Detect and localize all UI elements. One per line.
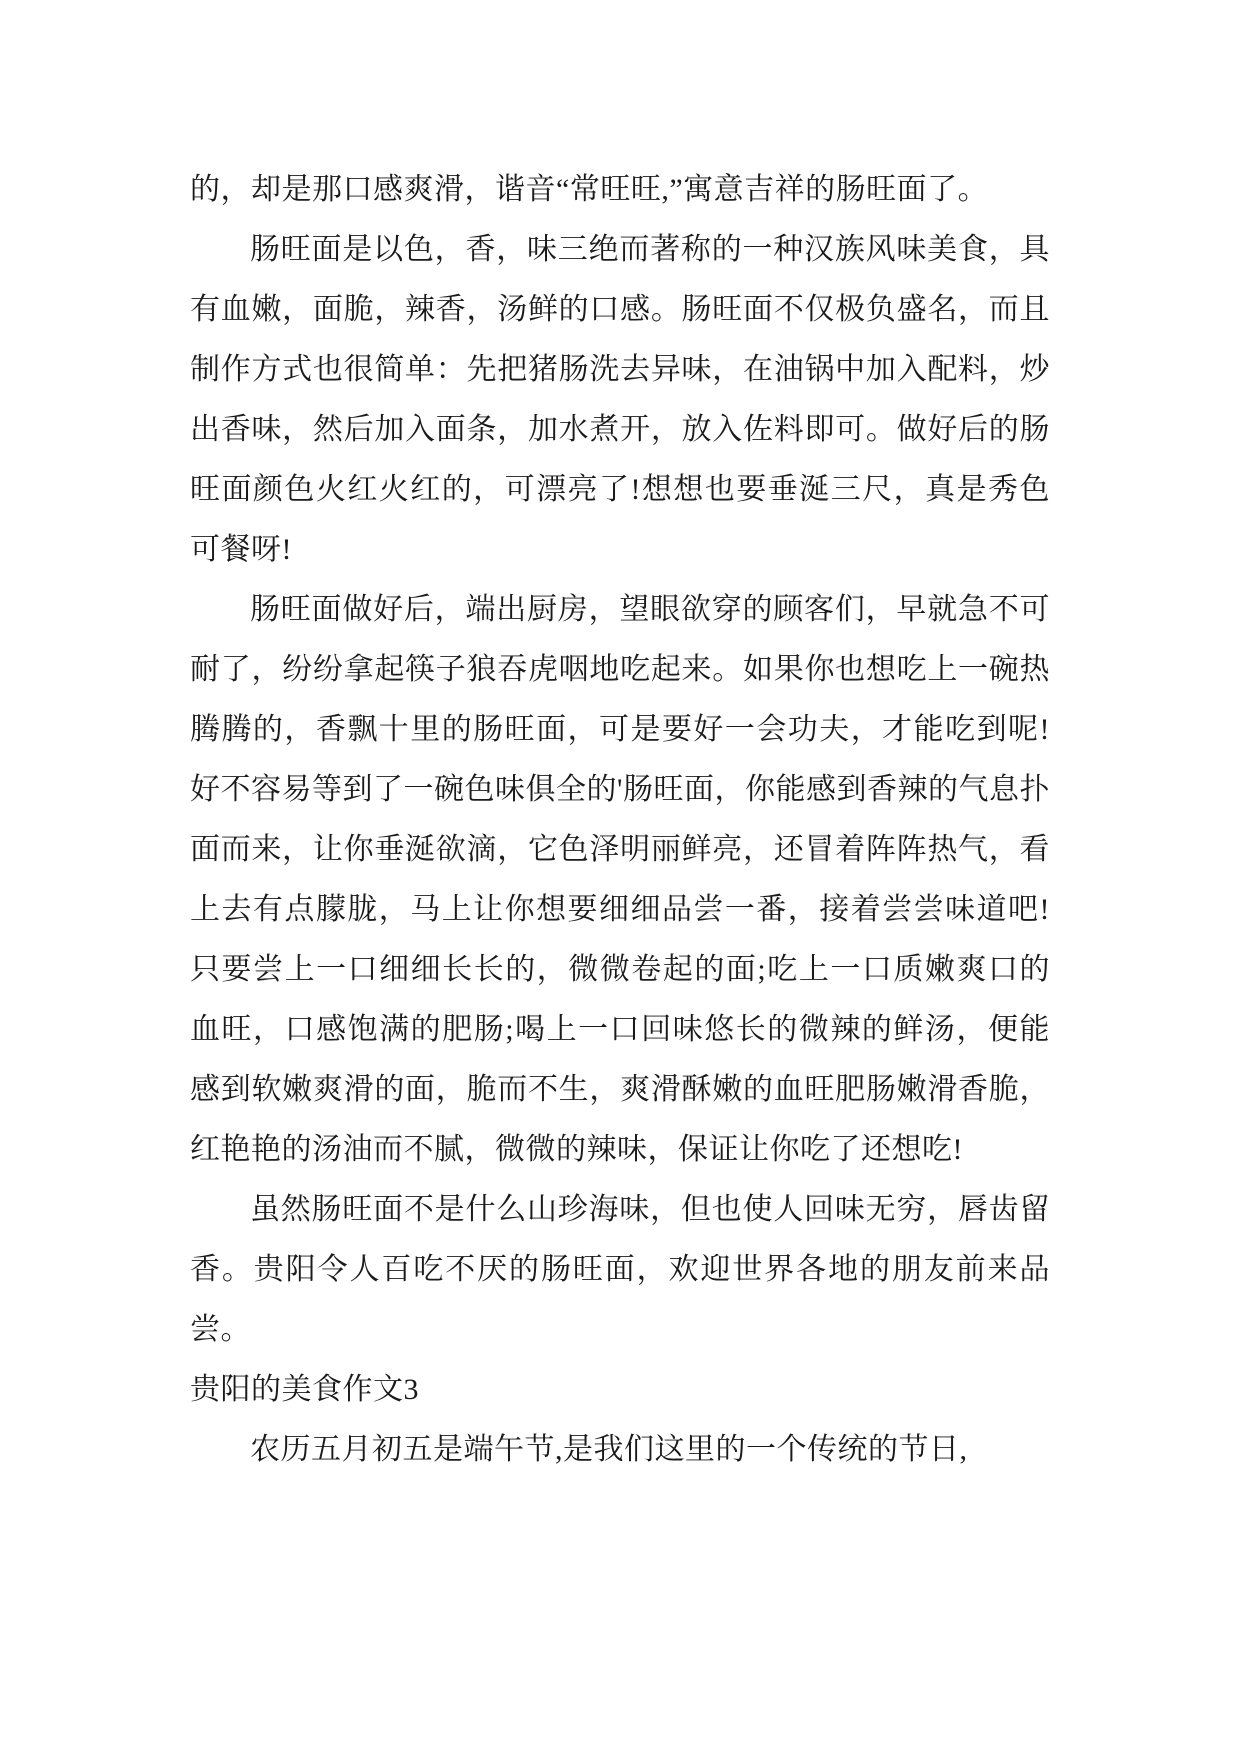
paragraph-intro-changwangmian: 肠旺面是以色，香，味三绝而著称的一种汉族风味美食，具有血嫩，面脆，辣香，汤鲜的口感。肠旺面不仅极负盛名，而且制作方式也很简单：先把猪肠洗去异味，在油锅中加入配料，炒出香味，然后加入面条，加水煮开，放入佐料即可。做好后的肠旺面颜色火红火红的，可漂亮了!想想也要垂涎三尺，真是秀色可餐呀!	[190, 233, 1050, 566]
document-body	[190, 160, 1050, 1480]
section-heading: 贵阳的美食作文3	[190, 1373, 419, 1406]
paragraph-continuation: 的，却是那口感爽滑，谐音“常旺旺,”寓意吉祥的肠旺面了。	[190, 173, 989, 206]
paragraph-conclusion: 虽然肠旺面不是什么山珍海味，但也使人回味无穷，唇齿留香。贵阳令人百吃不厌的肠旺面，欢迎世界各地的朋友前来品尝。	[190, 1193, 1050, 1346]
paragraph-section-start: 农历五月初五是端午节,是我们这里的一个传统的节日,	[250, 1433, 968, 1466]
paragraph-eating-experience: 肠旺面做好后，端出厨房，望眼欲穿的顾客们，早就急不可耐了，纷纷拿起筷子狼吞虎咽地吃起来。如果你也想吃上一碗热腾腾的，香飘十里的肠旺面，可是要好一会功夫，才能吃到呢!好不容易等到了一碗色味俱全的'肠旺面，你能感到香辣的气息扑面而来，让你垂涎欲滴，它色泽明丽鲜亮，还冒着阵阵热气，看上去有点朦胧，马上让你想要细细品尝一番，接着尝尝味道吧!只要尝上一口细细长长的，微微卷起的面;吃上一口质嫩爽口的血旺，口感饱满的肥肠;喝上一口回味悠长的微辣的鲜汤，便能感到软嫩爽滑的面，脆而不生，爽滑酥嫩的血旺肥肠嫩滑香脆，红艳艳的汤油而不腻，微微的辣味，保证让你吃了还想吃!	[190, 593, 1050, 1166]
